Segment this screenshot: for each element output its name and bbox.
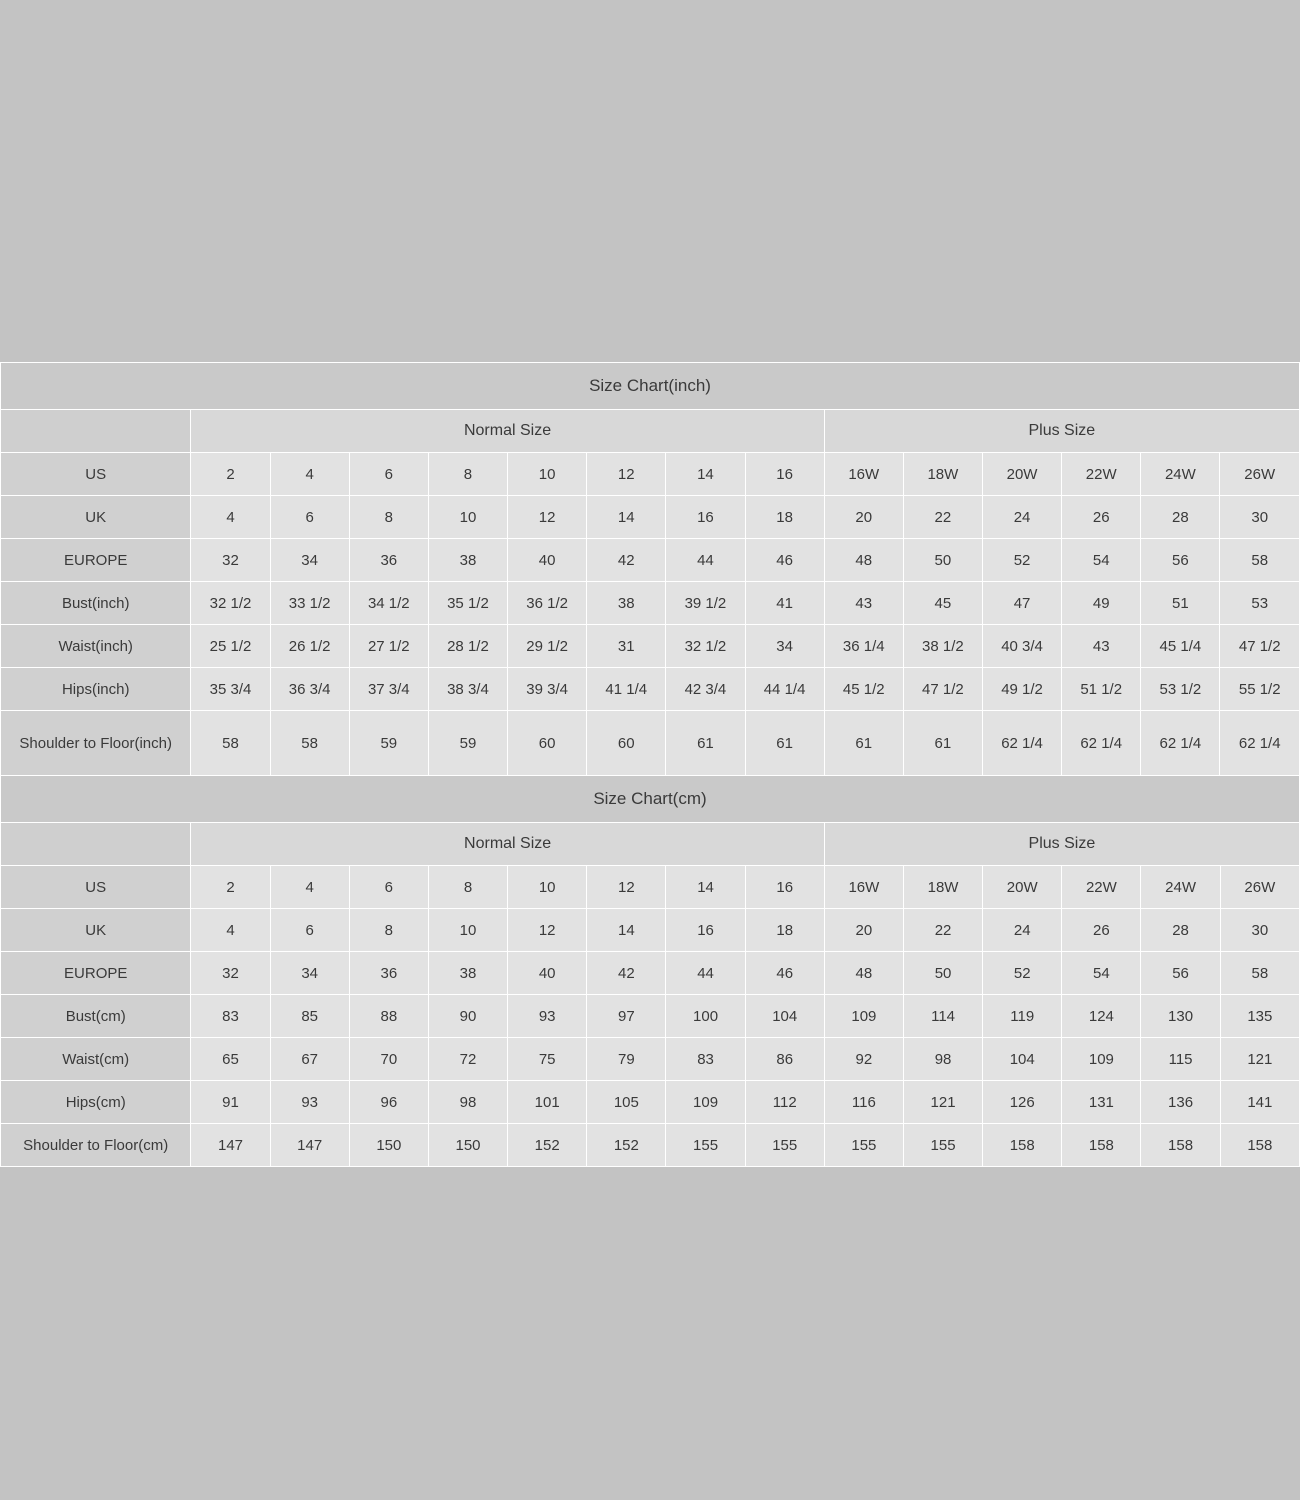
cell: 50 [903,952,982,995]
cell: 109 [824,995,903,1038]
cell: 50 [903,539,982,582]
cell: 37 3/4 [349,668,428,711]
cell: 100 [666,995,745,1038]
cell: 98 [428,1081,507,1124]
cell: 158 [1141,1124,1220,1167]
cell: 152 [508,1124,587,1167]
size-chart-inch [0,362,1300,776]
title-row [1,776,1300,823]
cell: 30 [1220,496,1300,539]
row-label: Bust(cm) [1,995,191,1038]
cell: 41 [745,582,824,625]
row-label: Hips(inch) [1,668,191,711]
cell: 75 [508,1038,587,1081]
cell: 10 [428,496,507,539]
cell: 42 [587,539,666,582]
cell: 47 1/2 [1220,625,1300,668]
cell: 49 1/2 [982,668,1061,711]
cell: 42 [587,952,666,995]
cell: 83 [191,995,270,1038]
cell: 155 [745,1124,824,1167]
row-label: EUROPE [1,952,191,995]
cell: 44 1/4 [745,668,824,711]
cell: 60 [508,711,587,776]
cell: 18 [745,496,824,539]
cell: 30 [1220,909,1299,952]
cell: 28 1/2 [428,625,507,668]
cell: 6 [349,453,428,496]
cell: 36 3/4 [270,668,349,711]
cell: 54 [1062,539,1141,582]
cell: 38 3/4 [428,668,507,711]
cell: 14 [666,866,745,909]
cell: 147 [270,1124,349,1167]
cell: 43 [824,582,903,625]
cell: 40 [508,539,587,582]
cell: 22W [1062,866,1141,909]
cell: 38 1/2 [903,625,982,668]
cell: 150 [349,1124,428,1167]
cell: 49 [1062,582,1141,625]
cell: 90 [428,995,507,1038]
cell: 61 [745,711,824,776]
cell: 104 [745,995,824,1038]
cell: 79 [587,1038,666,1081]
cell: 27 1/2 [349,625,428,668]
cell: 114 [903,995,982,1038]
cell: 130 [1141,995,1220,1038]
size-table-cm-body [1,776,1300,1167]
cell: 116 [824,1081,903,1124]
cell: 92 [824,1038,903,1081]
cell: 48 [824,952,903,995]
cell: 121 [1220,1038,1299,1081]
cell: 131 [1062,1081,1141,1124]
cell: 152 [587,1124,666,1167]
cell: 155 [666,1124,745,1167]
cell: 2 [191,453,270,496]
cell: 36 1/2 [508,582,587,625]
cell: 24 [982,496,1061,539]
cell: 67 [270,1038,349,1081]
cell: 48 [824,539,903,582]
row-label: Shoulder to Floor(inch) [1,711,191,776]
cell: 61 [666,711,745,776]
cell: 28 [1141,496,1220,539]
cell: 12 [508,909,587,952]
cell: 109 [666,1081,745,1124]
table-row [1,866,1300,909]
cell: 10 [508,453,587,496]
table-row [1,625,1300,668]
cell: 124 [1062,995,1141,1038]
cell: 38 [428,952,507,995]
cell: 4 [270,866,349,909]
cell: 34 [745,625,824,668]
cell: 59 [349,711,428,776]
cell: 72 [428,1038,507,1081]
group-header-row [1,823,1300,866]
cell: 22W [1062,453,1141,496]
table-row [1,1081,1300,1124]
cell: 12 [587,453,666,496]
cell: 40 [508,952,587,995]
cell: 4 [191,496,270,539]
cell: 35 3/4 [191,668,270,711]
cell: 32 [191,539,270,582]
cell: 6 [349,866,428,909]
cell: 62 1/4 [1220,711,1300,776]
cell: 18W [903,866,982,909]
cell: 16W [824,866,903,909]
title-row [1,363,1300,410]
cell: 53 1/2 [1141,668,1220,711]
size-table-cm [0,775,1300,1167]
cell: 91 [191,1081,270,1124]
cell: 97 [587,995,666,1038]
cell: 105 [587,1081,666,1124]
cell: 39 1/2 [666,582,745,625]
row-label: Waist(inch) [1,625,191,668]
cell: 18W [903,453,982,496]
cell: 25 1/2 [191,625,270,668]
cell: 155 [903,1124,982,1167]
cell: 22 [903,496,982,539]
cell: 40 3/4 [982,625,1061,668]
cell: 22 [903,909,982,952]
cell: 26 [1062,909,1141,952]
cell: 126 [983,1081,1062,1124]
cell: 26W [1220,866,1299,909]
cell: 52 [983,952,1062,995]
cell: 18 [745,909,824,952]
cell: 24W [1141,453,1220,496]
cell: 20W [982,453,1061,496]
cell: 31 [587,625,666,668]
cell: 8 [349,496,428,539]
row-label: Waist(cm) [1,1038,191,1081]
cell: 61 [903,711,982,776]
table-row [1,668,1300,711]
cell: 62 1/4 [1062,711,1141,776]
cell: 158 [1220,1124,1299,1167]
cell: 83 [666,1038,745,1081]
chart-title: Size Chart(cm) [1,776,1300,823]
cell: 32 1/2 [191,582,270,625]
group-header-row [1,410,1300,453]
cell: 119 [983,995,1062,1038]
cell: 141 [1220,1081,1299,1124]
cell: 58 [191,711,270,776]
cell: 29 1/2 [508,625,587,668]
cell: 61 [824,711,903,776]
cell: 34 [270,952,349,995]
cell: 8 [428,453,507,496]
cell: 47 1/2 [903,668,982,711]
cell: 24 [983,909,1062,952]
cell: 36 1/4 [824,625,903,668]
group-normal-size: Normal Size [191,823,824,866]
cell: 6 [270,496,349,539]
row-label: US [1,866,191,909]
table-row [1,1124,1300,1167]
cell: 16 [745,866,824,909]
cell: 20W [983,866,1062,909]
cell: 109 [1062,1038,1141,1081]
cell: 96 [349,1081,428,1124]
cell: 136 [1141,1081,1220,1124]
cell: 46 [745,539,824,582]
cell: 42 3/4 [666,668,745,711]
cell: 8 [428,866,507,909]
row-label: EUROPE [1,539,191,582]
table-row [1,582,1300,625]
table-row [1,711,1300,776]
cell: 51 [1141,582,1220,625]
group-plus-size: Plus Size [824,410,1299,453]
cell: 56 [1141,539,1220,582]
cell: 115 [1141,1038,1220,1081]
cell: 34 1/2 [349,582,428,625]
cell: 16 [666,909,745,952]
cell: 101 [508,1081,587,1124]
row-label: Hips(cm) [1,1081,191,1124]
cell: 12 [587,866,666,909]
cell: 70 [349,1038,428,1081]
cell: 93 [270,1081,349,1124]
cell: 44 [666,539,745,582]
cell: 14 [587,496,666,539]
cell: 121 [903,1081,982,1124]
cell: 10 [508,866,587,909]
cell: 14 [666,453,745,496]
cell: 112 [745,1081,824,1124]
cell: 28 [1141,909,1220,952]
size-table-inch [0,362,1300,776]
cell: 44 [666,952,745,995]
cell: 39 3/4 [508,668,587,711]
cell: 20 [824,909,903,952]
cell: 4 [191,909,270,952]
cell: 58 [1220,539,1300,582]
cell: 34 [270,539,349,582]
row-label: Shoulder to Floor(cm) [1,1124,191,1167]
cell: 56 [1141,952,1220,995]
cell: 36 [349,539,428,582]
cell: 150 [428,1124,507,1167]
cell: 158 [983,1124,1062,1167]
cell: 135 [1220,995,1299,1038]
cell: 26 1/2 [270,625,349,668]
cell: 16W [824,453,903,496]
cell: 36 [349,952,428,995]
cell: 86 [745,1038,824,1081]
cell: 54 [1062,952,1141,995]
cell: 26W [1220,453,1300,496]
cell: 52 [982,539,1061,582]
cell: 59 [428,711,507,776]
table-row [1,453,1300,496]
cell: 32 [191,952,270,995]
cell: 43 [1062,625,1141,668]
group-normal-size: Normal Size [191,410,824,453]
cell: 60 [587,711,666,776]
cell: 46 [745,952,824,995]
table-row [1,539,1300,582]
cell: 10 [428,909,507,952]
group-plus-size: Plus Size [824,823,1299,866]
size-chart-cm [0,775,1300,1167]
cell: 62 1/4 [982,711,1061,776]
cell: 104 [983,1038,1062,1081]
row-label: UK [1,496,191,539]
cell: 35 1/2 [428,582,507,625]
cell: 47 [982,582,1061,625]
cell: 32 1/2 [666,625,745,668]
group-corner [1,823,191,866]
table-row [1,496,1300,539]
cell: 6 [270,909,349,952]
cell: 38 [587,582,666,625]
cell: 65 [191,1038,270,1081]
cell: 85 [270,995,349,1038]
cell: 20 [824,496,903,539]
cell: 62 1/4 [1141,711,1220,776]
cell: 58 [270,711,349,776]
cell: 93 [508,995,587,1038]
cell: 158 [1062,1124,1141,1167]
cell: 24W [1141,866,1220,909]
cell: 45 1/4 [1141,625,1220,668]
cell: 45 [903,582,982,625]
cell: 58 [1220,952,1299,995]
cell: 55 1/2 [1220,668,1300,711]
chart-title: Size Chart(inch) [1,363,1300,410]
cell: 33 1/2 [270,582,349,625]
cell: 38 [428,539,507,582]
table-row [1,909,1300,952]
row-label: US [1,453,191,496]
row-label: UK [1,909,191,952]
cell: 88 [349,995,428,1038]
cell: 12 [508,496,587,539]
cell: 26 [1062,496,1141,539]
table-row [1,995,1300,1038]
cell: 155 [824,1124,903,1167]
row-label: Bust(inch) [1,582,191,625]
cell: 147 [191,1124,270,1167]
cell: 4 [270,453,349,496]
cell: 51 1/2 [1062,668,1141,711]
table-row [1,1038,1300,1081]
size-table-inch-body [1,363,1300,776]
cell: 14 [587,909,666,952]
cell: 45 1/2 [824,668,903,711]
table-row [1,952,1300,995]
cell: 2 [191,866,270,909]
group-corner [1,410,191,453]
cell: 98 [903,1038,982,1081]
cell: 8 [349,909,428,952]
cell: 16 [666,496,745,539]
cell: 53 [1220,582,1300,625]
cell: 16 [745,453,824,496]
cell: 41 1/4 [587,668,666,711]
